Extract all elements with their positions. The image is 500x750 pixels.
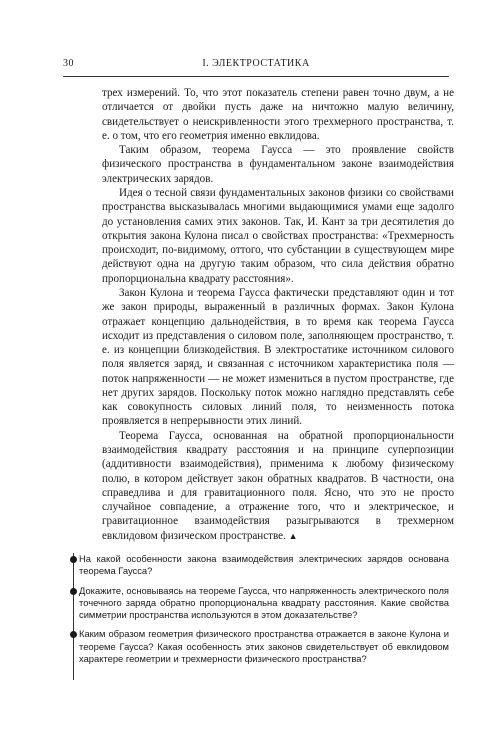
paragraph: Таким образом, теорема Гаусса — это проявление свойств физического пространства в фундаментальном законе взаимодействия электрических зарядов. bbox=[102, 144, 454, 185]
main-text bbox=[102, 86, 454, 543]
paragraph: Идея о тесной связи фундаментальных законов физики со свойствами пространства высказывалась многими выдающимися умами еще задолго до установления самих этих законов. Так, И. Кант за три десятилетия до открытия закона Кулона писал о свойствах пространства: «Трехмерность происходит, по-видимому, оттого, что субстанции в существующем мире действуют одна на другую таким образом, что сила действия обратно пропорциональна квадрату расстояния». bbox=[102, 186, 454, 285]
paragraph: трех измерений. То, что этот показатель степени равен точно двум, а не отличается от двойки пусть даже на ничтожно малую величину, свидетельствует о неискривленности этого трехмерного пространства, т. е. о том, что его геометрия именно евклидова. bbox=[102, 87, 454, 142]
running-title: I. ЭЛЕКТРОСТАТИКА bbox=[202, 58, 310, 69]
header-rule bbox=[63, 76, 449, 77]
question-text: На какой особенности закона взаимодействия электрических зарядов основана теорема Гаусса? bbox=[79, 553, 449, 577]
question-text: Каким образом геометрия физического пространства отражается в законе Кулона и теореме Гаусса? Какая особенность этих законов свидетельствует об евклидовом характере геометрии и трехмерности физического пространства? bbox=[79, 628, 449, 665]
end-of-proof-triangle-icon: ▲ bbox=[288, 530, 298, 541]
bullet-icon bbox=[70, 556, 77, 563]
bullet-icon bbox=[70, 588, 77, 595]
review-questions bbox=[63, 553, 449, 672]
page-number: 30 bbox=[63, 58, 74, 69]
review-question bbox=[63, 585, 449, 622]
question-text: Докажите, основываясь на теореме Гаусса, что напряженность электрического поля точечного заряда обратно пропорциональна квадрату расстояния. Какие свойства симметрии пространства используются в этом доказательстве? bbox=[79, 584, 449, 621]
paragraph-text: Теорема Гаусса, основанная на обратной пропорциональности взаимодействия квадрату расстояния и на принципе суперпозиции (аддитивности взаимодействия), применима к любому физическому полю, в котором действует закон обратных квадратов. В частности, она справедлива и для гравитационного поля. Ясно, что это не просто случайное совпадение, а отражение того, что и электрическое, и гравитационное взаимодействия разыгрываются в трехмерном евклидовом физическом пространстве. bbox=[102, 429, 454, 542]
bullet-icon bbox=[70, 631, 77, 638]
review-question bbox=[63, 628, 449, 665]
review-question bbox=[63, 553, 449, 578]
paragraph: Закон Кулона и теорема Гаусса фактически представляют один и тот же закон природы, выраженный в различных формах. Закон Кулона отражает концепцию дальнодействия, в то время как теорема Гаусса исходит из представления о силовом поле, заполняющем пространство, т. е. из концепции близкодействия. В электростатике источником силового поля является заряд, и связанная с источником характеристика поля — поток напряженности — не может измениться в пустом пространстве, где нет других зарядов. Поскольку поток можно наглядно представлять себе как совокупность силовых линий поля, то неизменность потока проявляется в непрерывности этих линий. bbox=[102, 286, 454, 428]
paragraph-last bbox=[102, 429, 454, 543]
page-header bbox=[63, 58, 449, 72]
